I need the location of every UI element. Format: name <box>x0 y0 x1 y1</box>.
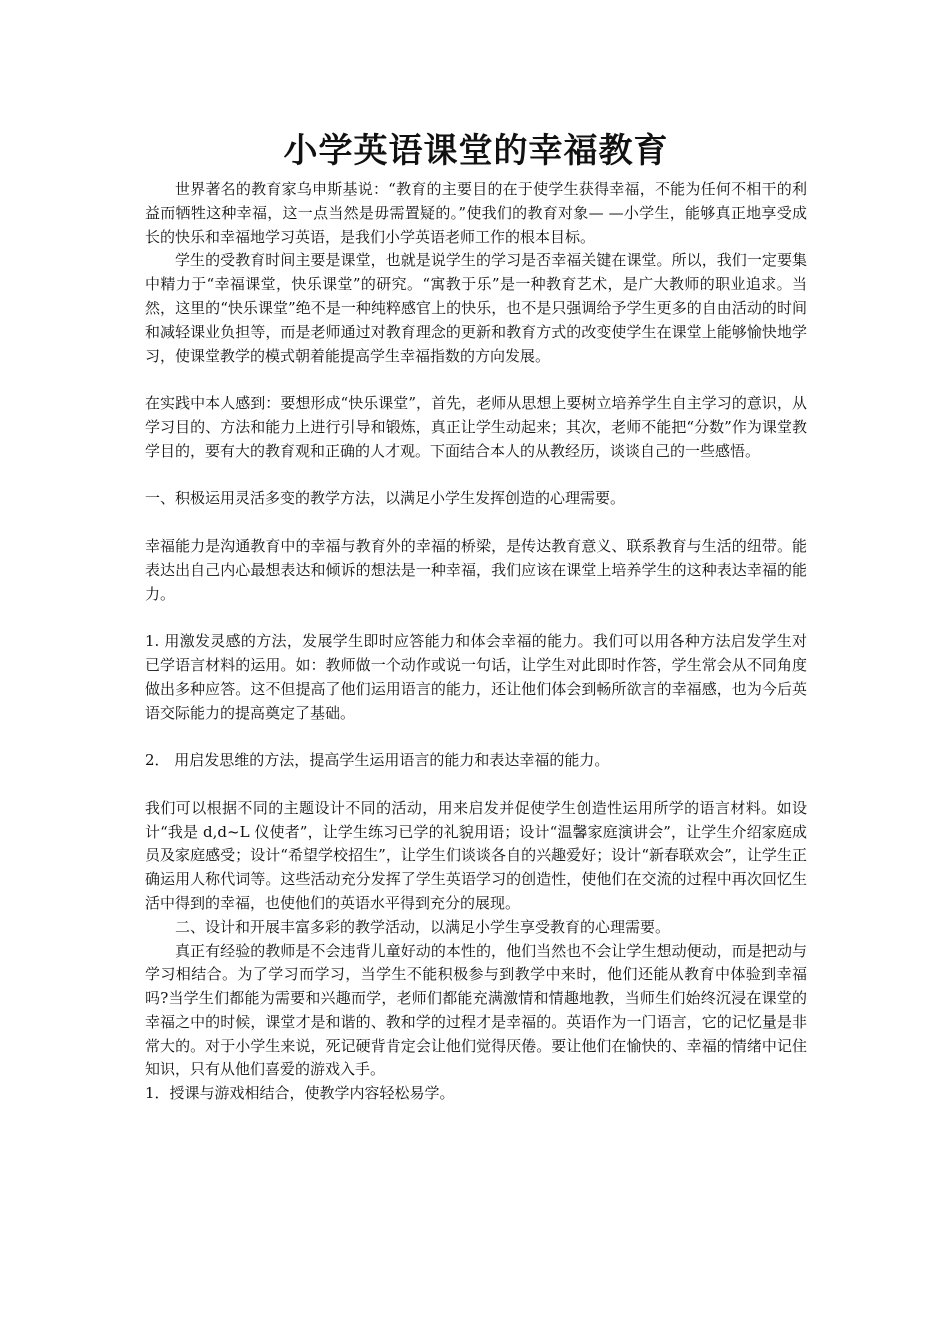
section-heading-one: 一、积极运用灵活多变的教学方法，以满足小学生发挥创造的心理需要。 <box>145 489 626 508</box>
list-item-method-2: 2． 用启发思维的方法，提高学生运用语言的能力和表达幸福的能力。 <box>145 751 610 770</box>
paragraph-happiness-ability: 幸福能力是沟通教育中的幸福与教育外的幸福的桥梁，是传达教育意义、联系教育与生活的纽带。能表达出自己内心最想表达和倾诉的想法是一种幸福，我们应该在课堂上培养学生的这种表达幸福的能力。 <box>145 536 807 603</box>
paragraph-intro: 世界著名的教育家乌申斯基说：“教育的主要目的在于使学生获得幸福，不能为任何不相干的利益而牺牲这种幸福，这一点当然是毋需置疑的。”使我们的教育对象— —小学生，能够真正地享受成长的快乐和幸福地学习英语，是我们小学英语老师工作的根本目标。 <box>145 180 807 246</box>
document-body <box>145 128 807 1106</box>
paragraph-classroom: 学生的受教育时间主要是课堂，也就是说学生的学习是否幸福关键在课堂。所以，我们一定要集中精力于“幸福课堂，快乐课堂”的研究。“寓教于乐”是一种教育艺术，是广大教师的职业追求。当然，这里的“快乐课堂”绝不是一种纯粹感官上的快乐，也不是只强调给予学生更多的自由活动的时间和减轻课业负担等，而是老师通过对教育理念的更新和教育方式的改变使学生在课堂上能够愉快地学习，使课堂教学的模式朝着能提高学生幸福指数的方向发展。 <box>145 251 807 365</box>
list-item-method-1: 1. 用激发灵感的方法，发展学生即时应答能力和体会幸福的能力。我们可以用各种方法启发学生对已学语言材料的运用。如：教师做一个动作或说一句话，让学生对此即时作答，学生常会从不同角度做出多种应答。这不但提高了他们运用语言的能力，还让他们体会到畅所欲言的幸福感，也为今后英语交际能力的提高奠定了基础。 <box>145 632 807 722</box>
list-item-games: 1．授课与游戏相结合，使教学内容轻松易学。 <box>145 1084 455 1103</box>
document-title: 小学英语课堂的幸福教育 <box>283 131 669 171</box>
paragraph-practice: 在实践中本人感到：要想形成“快乐课堂”，首先，老师从思想上要树立培养学生自主学习的意识，从学习目的、方法和能力上进行引导和锻炼，真正让学生动起来；其次，老师不能把“分数”作为课堂教学目的，要有大的教育观和正确的人才观。下面结合本人的从教经历，谈谈自己的一些感悟。 <box>145 394 807 460</box>
paragraph-experienced-teacher: 真正有经验的教师是不会违背儿童好动的本性的，他们当然也不会让学生想动便动，而是把动与学习相结合。为了学习而学习，当学生不能积极参与到教学中来时，他们还能从教育中体验到幸福吗?当学生们都能为需要和兴趣而学，老师们都能充满激情和情趣地教，当师生们始终沉浸在课堂的幸福之中的时候，课堂才是和谐的、教和学的过程才是幸福的。英语作为一门语言，它的记忆量是非常大的。对于小学生来说，死记硬背肯定会让他们觉得厌倦。要让他们在愉快的、幸福的情绪中记住知识，只有从他们喜爱的游戏入手。 <box>145 941 807 1079</box>
section-heading-two: 二、设计和开展丰富多彩的教学活动，以满足小学生享受教育的心理需要。 <box>175 917 671 936</box>
paragraph-activities: 我们可以根据不同的主题设计不同的活动，用来启发并促使学生创造性运用所学的语言材料。如设计“我是 d,d~L 仪使者”，让学生练习已学的礼貌用语；设计“温馨家庭演讲会”，让学生介绍家庭成员及家庭感受；设计“希望学校招生”，让学生们谈谈各自的兴趣爱好；设计“新春联欢会”，让学生正确运用人称代词等。这些活动充分发挥了学生英语学习的创造性，使他们在交流的过程中再次回忆生活中得到的幸福，也使他们的英语水平得到充分的展现。 <box>145 798 807 912</box>
